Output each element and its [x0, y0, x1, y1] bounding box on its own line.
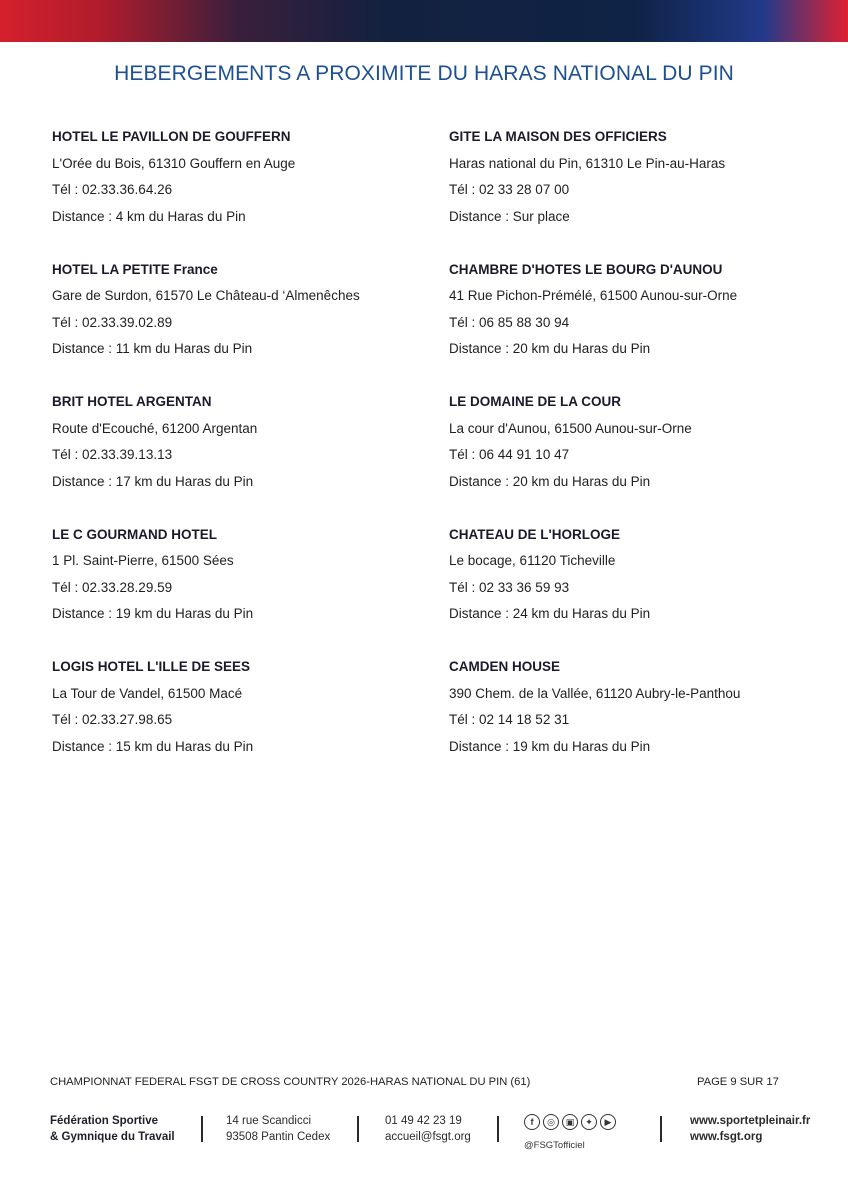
address-street: 14 rue Scandicci — [226, 1115, 312, 1127]
accommodation-distance: Distance : 24 km du Haras du Pin — [449, 606, 651, 621]
address-city: 93508 Pantin Cedex — [226, 1131, 331, 1143]
org-name-line2: & Gymnique du Travail — [50, 1131, 175, 1143]
accommodation-phone: Tél : 02.33.39.13.13 — [52, 447, 173, 462]
contact-email[interactable]: accueil@fsgt.org — [385, 1131, 471, 1143]
accommodation-distance: Distance : 19 km du Haras du Pin — [52, 606, 254, 621]
accommodation-entry — [52, 128, 422, 261]
accommodation-column-left — [52, 128, 422, 791]
footer-event-title: CHAMPIONNAT FEDERAL FSGT DE CROSS COUNTRY 2026-HARAS NATIONAL DU PIN (61) — [50, 1076, 531, 1088]
accommodation-distance: Distance : 17 km du Haras du Pin — [52, 473, 254, 489]
accommodation-distance: Distance : 20 km du Haras du Pin — [449, 473, 651, 489]
accommodation-name: LE C GOURMAND HOTEL — [52, 526, 217, 542]
footer-address — [226, 1113, 330, 1145]
accommodation-distance: Distance : 4 km du Haras du Pin — [52, 208, 246, 224]
accommodation-name: HOTEL LE PAVILLON DE GOUFFERN — [52, 129, 291, 144]
accommodation-entry — [52, 393, 422, 526]
footer-contact — [385, 1113, 471, 1145]
accommodation-entry — [52, 526, 422, 659]
accommodation-name: LOGIS HOTEL L'ILLE DE SEES — [52, 659, 250, 674]
accommodation-distance: Distance : 19 km du Haras du Pin — [449, 738, 651, 754]
accommodation-entry — [449, 261, 819, 394]
accommodation-address: 41 Rue Pichon-Prémélé, 61500 Aunou-sur-Orne — [449, 288, 738, 303]
social-icons — [524, 1114, 616, 1130]
org-name-line1: Fédération Sportive — [50, 1115, 158, 1127]
accommodation-phone: Tél : 06 85 88 30 94 — [449, 314, 570, 330]
accommodation-address: La cour d'Aunou, 61500 Aunou-sur-Orne — [449, 420, 692, 436]
website-link[interactable]: www.fsgt.org — [690, 1131, 763, 1143]
accommodation-name: CHATEAU DE L'HORLOGE — [449, 526, 620, 542]
accommodation-phone: Tél : 06 44 91 10 47 — [449, 447, 570, 462]
accommodation-address: Le bocage, 61120 Ticheville — [449, 553, 616, 568]
accommodation-entry — [449, 128, 819, 261]
accommodation-entry — [52, 261, 422, 394]
contact-phone: 01 49 42 23 19 — [385, 1115, 462, 1127]
accommodation-address: Haras national du Pin, 61310 Le Pin-au-Haras — [449, 155, 726, 171]
accommodation-entry — [449, 393, 819, 526]
footer-divider — [201, 1116, 203, 1142]
accommodation-address: La Tour de Vandel, 61500 Macé — [52, 685, 243, 701]
accommodation-address: L'Orée du Bois, 61310 Gouffern en Auge — [52, 155, 296, 171]
footer-divider — [357, 1116, 359, 1142]
accommodation-phone: Tél : 02.33.28.29.59 — [52, 579, 173, 595]
facebook-icon[interactable]: f — [524, 1114, 540, 1130]
accommodation-address: 1 Pl. Saint-Pierre, 61500 Sées — [52, 553, 234, 568]
accommodation-name: LE DOMAINE DE LA COUR — [449, 394, 621, 409]
twitter-icon[interactable]: ✦ — [581, 1114, 597, 1130]
website-link[interactable]: www.sportetpleinair.fr — [690, 1115, 811, 1127]
footer-divider — [660, 1116, 662, 1142]
accommodation-address: Route d'Ecouché, 61200 Argentan — [52, 420, 258, 436]
accommodation-entry — [52, 658, 422, 791]
instagram-icon[interactable]: ◎ — [543, 1114, 559, 1130]
accommodation-column-right — [449, 128, 819, 791]
page-title: HEBERGEMENTS A PROXIMITE DU HARAS NATIONAL DU PIN — [114, 62, 734, 85]
accommodation-name: BRIT HOTEL ARGENTAN — [52, 394, 212, 409]
twitch-icon[interactable]: ▣ — [562, 1114, 578, 1130]
accommodation-address: 390 Chem. de la Vallée, 61120 Aubry-le-Panthou — [449, 685, 741, 701]
accommodation-phone: Tél : 02 14 18 52 31 — [449, 712, 570, 727]
header-color-band — [0, 0, 848, 42]
accommodation-address: Gare de Surdon, 61570 Le Château-d ‘Almenêches — [52, 288, 360, 303]
accommodation-name: CHAMBRE D'HOTES LE BOURG D'AUNOU — [449, 261, 723, 277]
accommodation-distance: Distance : 20 km du Haras du Pin — [449, 341, 651, 356]
accommodation-name: HOTEL LA PETITE France — [52, 261, 218, 277]
social-handle: @FSGTofficiel — [524, 1140, 585, 1151]
accommodation-phone: Tél : 02 33 36 59 93 — [449, 579, 570, 595]
accommodation-name: CAMDEN HOUSE — [449, 659, 561, 674]
accommodation-entry — [449, 658, 819, 791]
youtube-icon[interactable]: ▶ — [600, 1114, 616, 1130]
accommodation-phone: Tél : 02.33.39.02.89 — [52, 314, 173, 330]
accommodation-entry — [449, 526, 819, 659]
footer-websites — [690, 1113, 810, 1145]
accommodation-distance: Distance : 11 km du Haras du Pin — [52, 341, 253, 356]
page-number: PAGE 9 SUR 17 — [697, 1076, 779, 1088]
accommodation-phone: Tél : 02 33 28 07 00 — [449, 182, 570, 197]
accommodation-name: GITE LA MAISON DES OFFICIERS — [449, 129, 667, 144]
accommodation-distance: Distance : 15 km du Haras du Pin — [52, 738, 254, 754]
footer-organization — [50, 1113, 175, 1145]
footer-divider — [497, 1116, 499, 1142]
accommodation-distance: Distance : Sur place — [449, 208, 570, 224]
accommodation-phone: Tél : 02.33.36.64.26 — [52, 182, 173, 197]
accommodation-phone: Tél : 02.33.27.98.65 — [52, 712, 173, 727]
